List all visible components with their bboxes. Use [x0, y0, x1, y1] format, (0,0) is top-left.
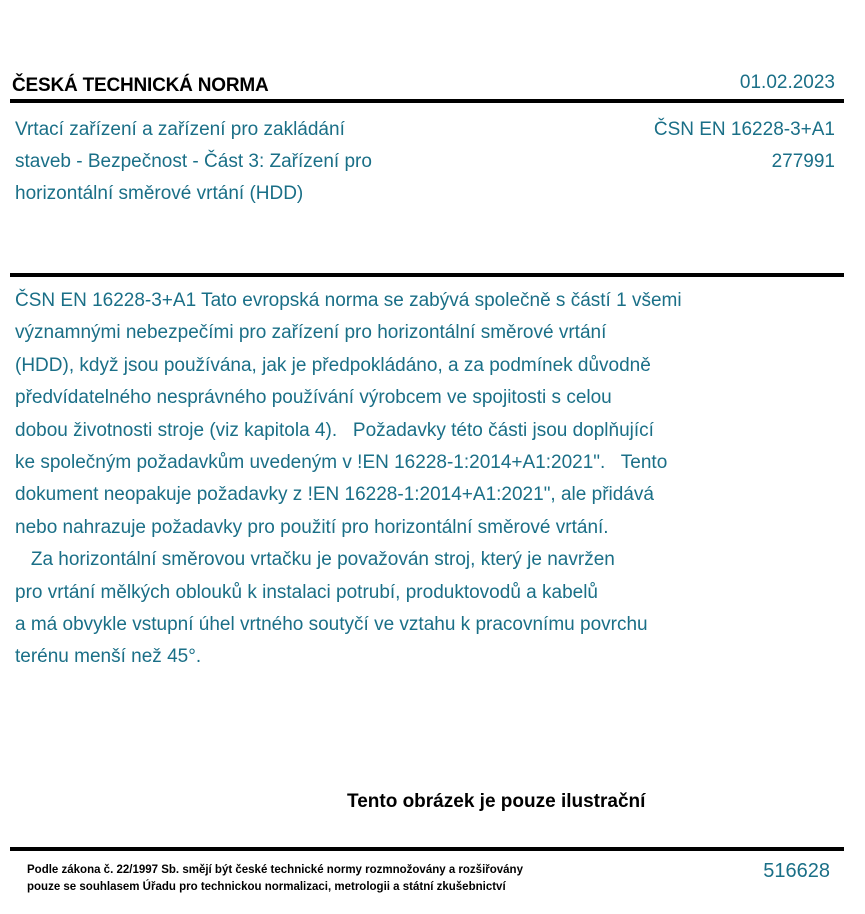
standard-title-line: staveb - Bezpečnost - Část 3: Zařízení pro [15, 151, 372, 172]
standard-title [15, 114, 535, 210]
publication-date: 01.02.2023 [739, 72, 835, 93]
abstract-line: dokument neopakuje požadavky z !EN 16228-1:2014+A1:2021", ale přidává [15, 484, 654, 506]
abstract-line: terénu menší než 45°. [15, 646, 202, 668]
abstract-line: ČSN EN 16228-3+A1 Tato evropská norma se zabývá společně s částí 1 všemi [15, 290, 682, 311]
footer-divider [10, 847, 844, 851]
abstract-line: dobou životnosti stroje (viz kapitola 4). Požadavky této části jsou doplňující [15, 419, 654, 441]
abstract-text [15, 285, 815, 674]
standard-title-line: horizontální směrové vrtání (HDD) [15, 183, 304, 204]
abstract-line: předvídatelného nesprávného používání výrobcem ve spojitosti s celou [15, 387, 612, 409]
abstract-line: ke společným požadavkům uvedeným v !EN 16228-1:2014+A1:2021". Tento [15, 452, 668, 474]
standard-title-line: Vrtací zařízení a zařízení pro zakládání [15, 119, 345, 140]
illustration-note: Tento obrázek je pouze ilustrační [347, 791, 646, 812]
document-type-title: ČESKÁ TECHNICKÁ NORMA [12, 75, 269, 96]
abstract-line: Za horizontální směrovou vrtačku je považován stroj, který je navržen [15, 549, 615, 571]
abstract-line: významnými nebezpečími pro zařízení pro horizontální směrové vrtání [15, 322, 607, 344]
legal-notice [27, 862, 523, 896]
standard-designation: ČSN EN 16228-3+A1 [653, 119, 835, 140]
catalog-number: 277991 [771, 151, 835, 172]
abstract-line: pro vrtání mělkých oblouků k instalaci potrubí, produktovodů a kabelů [15, 581, 598, 603]
section-divider [10, 273, 844, 277]
standard-identifiers [654, 114, 835, 178]
abstract-line: a má obvykle vstupní úhel vrtného soutyčí ve vztahu k pracovnímu povrchu [15, 614, 648, 636]
legal-notice-line: Podle zákona č. 22/1997 Sb. smějí být české technické normy rozmnožovány a rozšiřovány [27, 864, 523, 876]
abstract-line: nebo nahrazuje požadavky pro použití pro horizontální směrové vrtání. [15, 516, 609, 538]
legal-notice-line: pouze se souhlasem Úřadu pro technickou normalizaci, metrologii a státní zkušebnictví [27, 881, 506, 893]
document-number: 516628 [763, 860, 830, 882]
abstract-line: (HDD), když jsou používána, jak je předpokládáno, a za podmínek důvodně [15, 354, 651, 376]
header-divider [10, 99, 844, 103]
